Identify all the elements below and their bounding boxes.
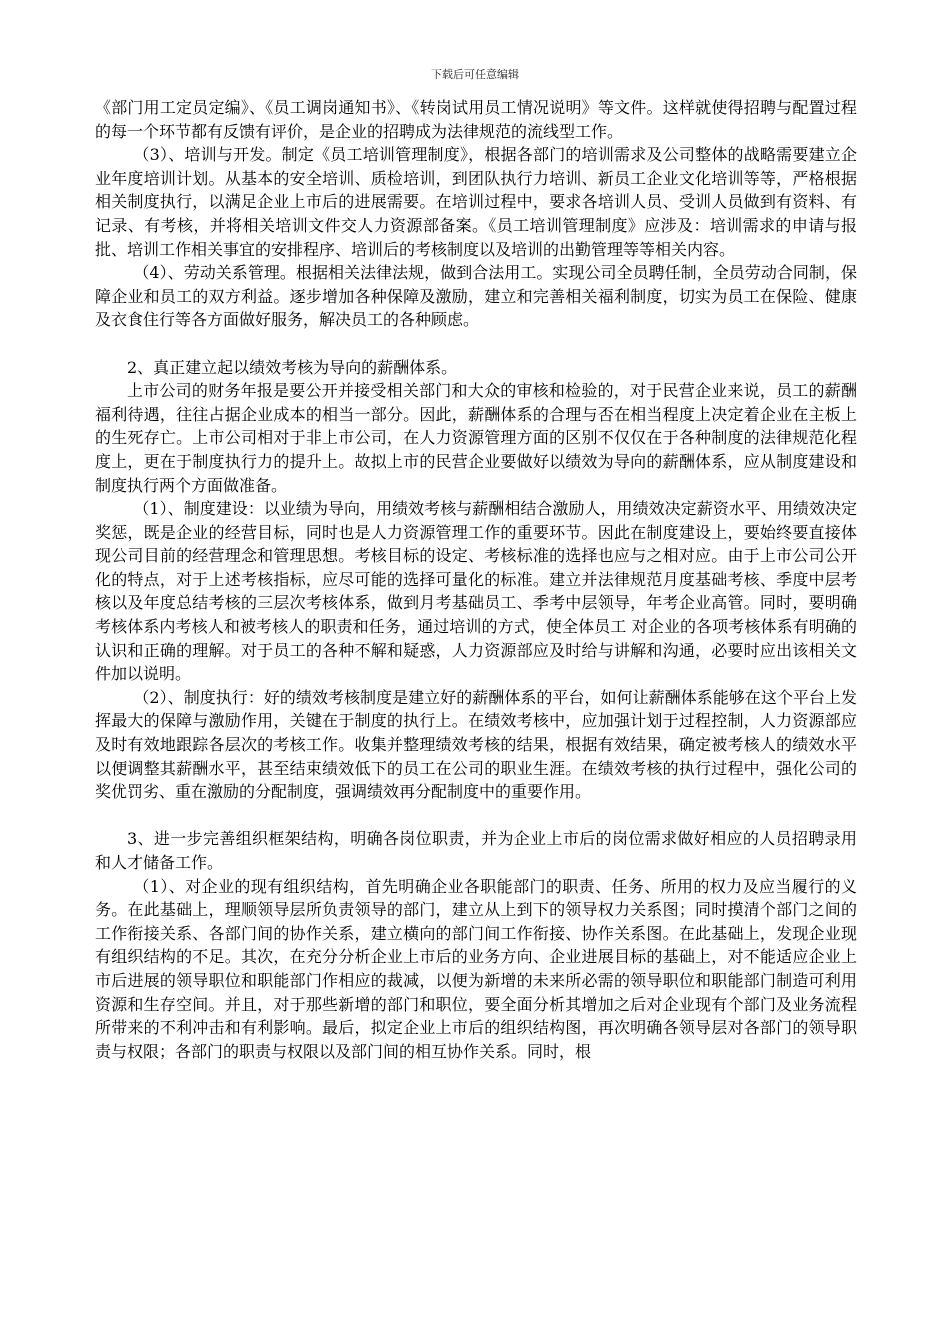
paragraph-2: （3）、培训与开发。制定《员工培训管理制度》，根据各部门的培训需求及公司整体的战略需要建立企业年度培训计划。从基本的安全培训、质检培训，到团队执行力培训、新员工企业文化培训等等，严格根据相关制度执行，以满足企业上市后的进展需要。在培训过程中，要求各培训人员、受训人员做到有资料、有记录、有考核，并将相关培训文件交人力资源部备案。《员工培训管理制度》应涉及：培训需求的申请与报批、培训工作相关事宜的安排程序、培训后的考核制度以及培训的出勤管理等等相关内容。 (95, 145, 857, 259)
paragraph-7: （1）、对企业的现有组织结构，首先明确企业各职能部门的职责、任务、所用的权力及应当履行的义务。在此基础上，理顺领导层所负责领导的部门，建立从上到下的领导权力关系图；同时摸清个部门之间的工作衔接关系、各部门间的协作关系，建立横向的部门间工作衔接、协作关系图。在此基础上，发现企业现有组织结构的不足。其次，在充分分析企业上市后的业务方向、企业进展目标的基础上，对不能适应企业上市后进展的领导职位和职能部门作相应的裁减，以便为新增的未来所必需的领导职位和职能部门制造可利用资源和生存空间。并且，对于那些新增的部门和职位，要全面分析其增加之后对企业现有个部门及业务流程所带来的不利冲击和有利影响。最后，拟定企业上市后的组织结构图，再次明确各领导层对各部门的领导职责与权限；各部门的职责与权限以及部门间的相互协作关系。同时，根 (95, 876, 857, 1061)
paragraph-gap (95, 332, 857, 356)
page-header: 下载后可任意编辑 (431, 68, 519, 81)
paragraph-3: （4）、劳动关系管理。根据相关法律法规，做到合法用工。实现公司全员聘任制，全员劳动合同制，保障企业和员工的双方利益。逐步增加各种保障及激励，建立和完善相关福利制度，切实为员工在保险、健康及衣食住行等各方面做好服务，解决员工的各种顾虑。 (95, 263, 857, 330)
paragraph-gap (95, 804, 857, 828)
document-body (95, 96, 857, 1063)
paragraph-1: 《部门用工定员定编》、《员工调岗通知书》、《转岗试用员工情况说明》等文件。这样就使得招聘与配置过程的每一个环节都有反馈有评价，是企业的招聘成为法律规范的流线型工作。 (95, 98, 857, 141)
paragraph-5: （1）、制度建设：以业绩为导向，用绩效考核与薪酬相结合激励人，用绩效决定薪资水平、用绩效决定奖惩，既是企业的经营目标，同时也是人力资源管理工作的重要环节。因此在制度建设上，要始终要直接体现公司目前的经营理念和管理思想。考核目标的设定、考核标准的选择也应与之相对应。由于上市公司公开化的特点，对于上述考核指标，应尽可能的选择可量化的标准。建立并法律规范月度基础考核、季度中层考核以及年度总结考核的三层次考核体系，做到月考基础员工、季考中层领导，年考企业高管。同时，要明确考核体系内考核人和被考核人的职责和任务，通过培训的方式，使全体员工 对企业的各项考核体系有明确的认识和正确的理解。对于员工的各种不解和疑惑，人力资源部应及时给与讲解和沟通，必要时应出该相关文件加以说明。 (95, 499, 857, 684)
section-heading-2: 2、真正建立起以绩效考核为导向的薪酬体系。 (127, 357, 458, 377)
section-heading-3: 3、进一步完善组织框架结构，明确各岗位职责，并为企业上市后的岗位需求做好相应的人员招聘录用和人才储备工作。 (95, 829, 857, 872)
paragraph-6: （2）、制度执行：好的绩效考核制度是建立好的薪酬体系的平台，如何让薪酬体系能够在这个平台上发挥最大的保障与激励作用，关键在于制度的执行上。在绩效考核中，应加强计划于过程控制，人力资源部应及时有效地跟踪各层次的考核工作。收集并整理绩效考核的结果，根据有效结果，确定被考核人的绩效水平以便调整其薪酬水平，甚至结束绩效低下的员工在公司的职业生涯。在绩效考核的执行过程中，强化公司的奖优罚劣、重在激励的分配制度，强调绩效再分配制度中的重要作用。 (95, 687, 857, 802)
paragraph-4: 上市公司的财务年报是要公开并接受相关部门和大众的审核和检验的，对于民营企业来说，员工的薪酬福利待遇，往往占据企业成本的相当一部分。因此，薪酬体系的合理与否在相当程度上决定着企业在主板上的生死存亡。上市公司相对于非上市公司，在人力资源管理方面的区别不仅仅在于各种制度的法律规范化程度上，更在于制度执行力的提升上。故拟上市的民营企业要做好以绩效为导向的薪酬体系，应从制度建设和制度执行两个方面做准备。 (95, 381, 857, 495)
